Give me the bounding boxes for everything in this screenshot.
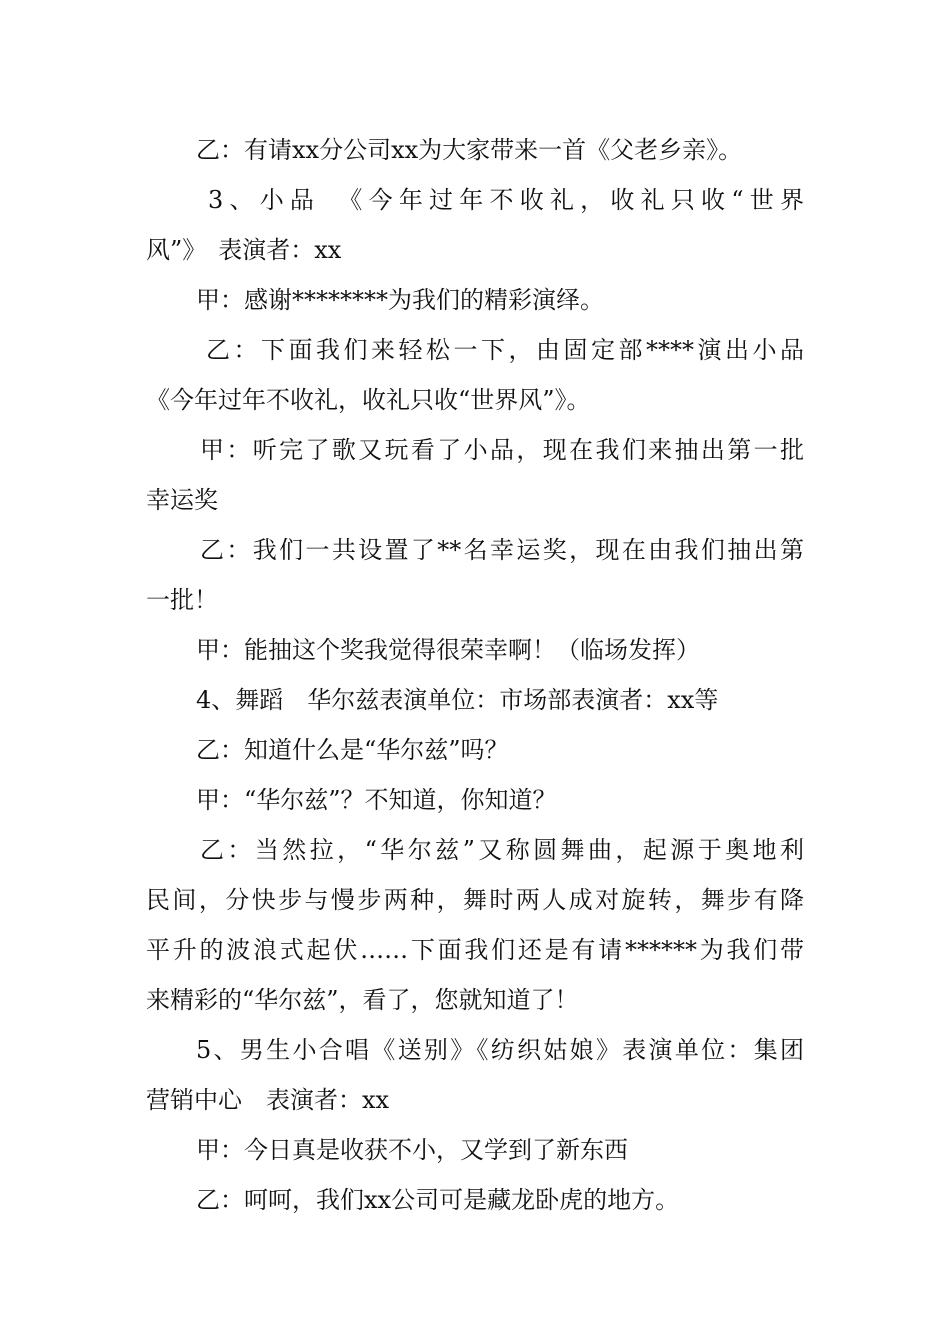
paragraph-line: 4、舞蹈 华尔兹表演单位：市场部表演者：xx等 [196, 686, 719, 714]
paragraph-line: 乙：知道什么是“华尔兹”吗？ [196, 736, 509, 764]
paragraph-line: 乙：下面我们来轻松一下，由固定部****演出小品 [206, 336, 804, 364]
paragraph-line: 甲：听完了歌又玩看了小品，现在我们来抽出第一批 [200, 436, 804, 464]
paragraph-line: 甲：能抽这个奖我觉得很荣幸啊！（临场发挥） [196, 636, 700, 664]
paragraph-line: 来精彩的“华尔兹”，看了，您就知道了！ [146, 986, 579, 1014]
paragraph-line: 风”》 表演者：xx [146, 236, 342, 264]
paragraph-line: 乙：有请xx分公司xx为大家带来一首《父老乡亲》。 [196, 136, 743, 164]
paragraph-line: 幸运奖 [146, 486, 218, 514]
paragraph-line: 《今年过年不收礼，收礼只收“世界风”》。 [146, 386, 591, 414]
paragraph-line: 营销中心 表演者：xx [146, 1086, 390, 1114]
paragraph-line: 平升的波浪式起伏……下面我们还是有请******为我们带 [146, 936, 804, 964]
paragraph-line: 甲：感谢********为我们的精彩演绎。 [196, 286, 604, 314]
paragraph-line: 甲：今日真是收获不小，又学到了新东西 [196, 1136, 628, 1164]
paragraph-line: 民间，分快步与慢步两种，舞时两人成对旋转，舞步有降 [146, 886, 804, 914]
paragraph-line: 甲：“华尔兹”？不知道，你知道？ [196, 786, 557, 814]
paragraph-line: 乙：当然拉，“华尔兹”又称圆舞曲，起源于奥地利 [200, 836, 804, 864]
paragraph-line: 一批！ [146, 586, 218, 614]
paragraph-line: 乙：我们一共设置了**名幸运奖，现在由我们抽出第 [200, 536, 804, 564]
paragraph-line: 5、男生小合唱《送别》《纺织姑娘》表演单位：集团 [196, 1036, 804, 1064]
paragraph-line: 乙：呵呵，我们xx公司可是藏龙卧虎的地方。 [196, 1186, 680, 1214]
paragraph-line: 3、小品 《今年过年不收礼，收礼只收“世界 [208, 186, 804, 214]
